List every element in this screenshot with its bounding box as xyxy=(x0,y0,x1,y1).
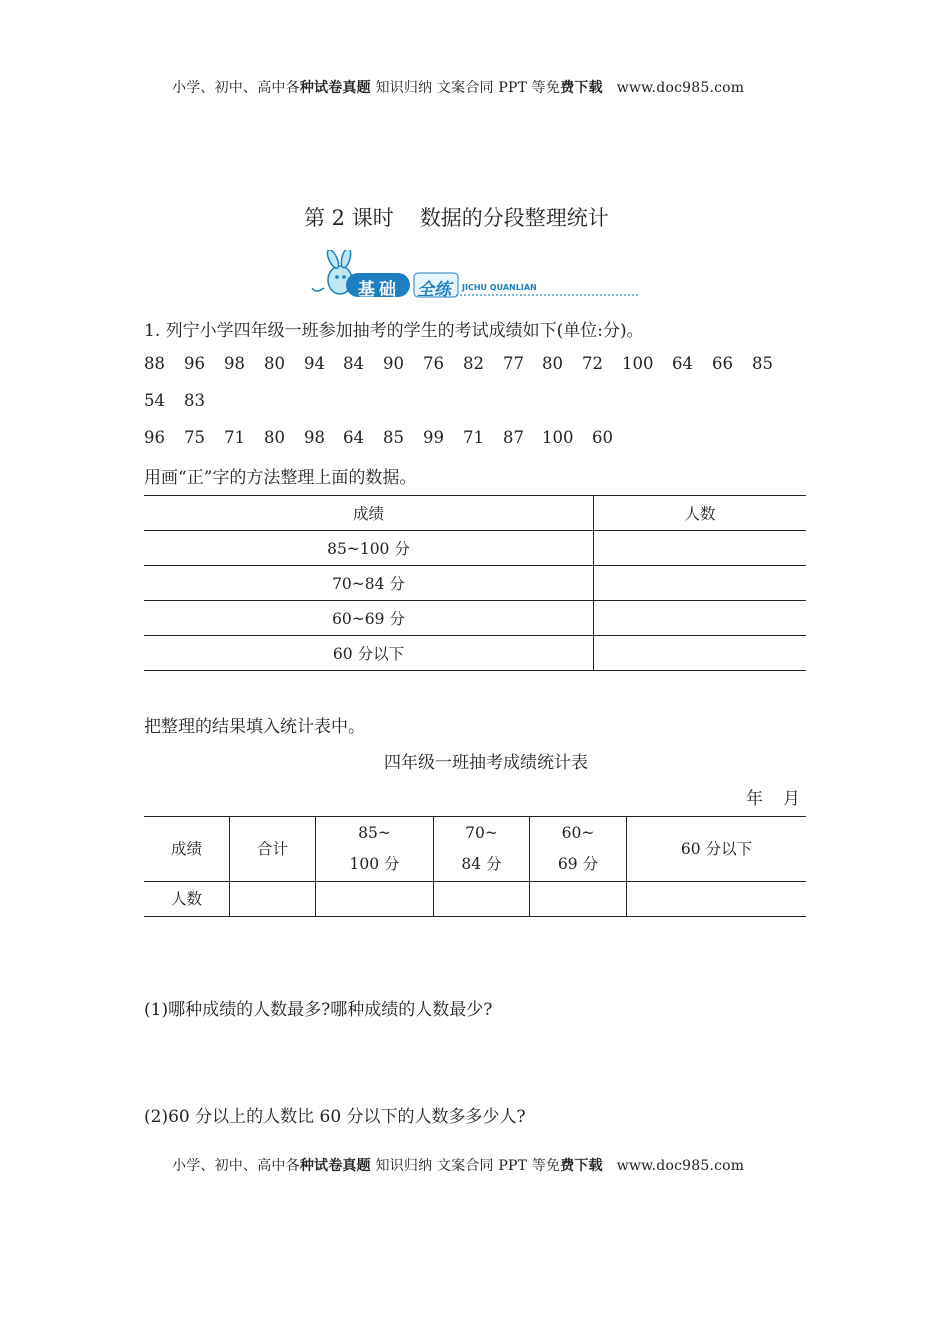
table-row xyxy=(144,601,806,636)
score: 83 xyxy=(184,391,205,410)
banner-label-b: 全练 xyxy=(417,280,451,300)
score: 82 xyxy=(463,354,484,373)
stat-cell-below-60[interactable] xyxy=(627,882,807,917)
range-label: 60 分以下 xyxy=(144,636,594,671)
header-text-2: 种试卷真题 xyxy=(299,80,371,96)
stat-cell-60-69[interactable] xyxy=(530,882,627,917)
score: 84 xyxy=(343,354,364,373)
section-banner xyxy=(306,250,642,302)
footer-text-3: 知识归纳 文案合同 PPT 等免 xyxy=(370,1158,561,1174)
stat-header-below-60: 60 分以下 xyxy=(627,817,807,882)
header-text-1: 小学、初中、高中各 xyxy=(172,80,300,96)
lesson-number: 第 2 课时 xyxy=(304,206,394,230)
score: 80 xyxy=(264,428,285,447)
banner-label-a: 基础 xyxy=(358,280,400,300)
score: 99 xyxy=(423,428,444,447)
tally-cell[interactable] xyxy=(594,636,807,671)
lesson-topic: 数据的分段整理统计 xyxy=(419,206,609,230)
table-row xyxy=(144,817,806,882)
score: 85 xyxy=(383,428,404,447)
page-title xyxy=(304,202,609,232)
page-footer xyxy=(172,1155,744,1175)
stat-table xyxy=(144,816,806,917)
tally-cell[interactable] xyxy=(594,566,807,601)
score: 90 xyxy=(383,354,404,373)
score: 96 xyxy=(184,354,205,373)
sub-question-1: (1)哪种成绩的人数最多?哪种成绩的人数最少? xyxy=(144,1000,493,1020)
range-label: 70~84 分 xyxy=(144,566,594,601)
footer-url: www.doc985.com xyxy=(602,1158,745,1174)
score: 100 xyxy=(622,354,654,373)
question-1-intro: 1. 列宁小学四年级一班参加抽考的学生的考试成绩如下(单位:分)。 xyxy=(144,321,644,341)
tally-table xyxy=(144,495,806,671)
score: 80 xyxy=(264,354,285,373)
score: 71 xyxy=(224,428,245,447)
page-header xyxy=(172,77,744,97)
score: 87 xyxy=(503,428,524,447)
stat-header-85-100: 85~ 100 分 xyxy=(316,817,434,882)
table-row xyxy=(144,566,806,601)
tally-instruction: 用画“正”字的方法整理上面的数据。 xyxy=(144,468,417,488)
score: 71 xyxy=(463,428,484,447)
stat-table-title: 四年级一班抽考成绩统计表 xyxy=(384,753,588,773)
scores-row-3 xyxy=(144,428,664,450)
rabbit-icon xyxy=(306,250,642,302)
score: 76 xyxy=(423,354,444,373)
score: 85 xyxy=(752,354,773,373)
score: 64 xyxy=(672,354,693,373)
range-label: 60~69 分 xyxy=(144,601,594,636)
score: 88 xyxy=(144,354,165,373)
score: 75 xyxy=(184,428,205,447)
stat-header-60-69: 60~ 69 分 xyxy=(530,817,627,882)
stat-header-score: 成绩 xyxy=(144,817,230,882)
score: 98 xyxy=(304,428,325,447)
stat-header-total: 合计 xyxy=(230,817,316,882)
date-line xyxy=(746,784,800,809)
stat-cell-70-84[interactable] xyxy=(434,882,530,917)
stat-cell-85-100[interactable] xyxy=(316,882,434,917)
scores-row-1 xyxy=(144,354,804,376)
fill-instruction: 把整理的结果填入统计表中。 xyxy=(144,717,365,737)
score: 96 xyxy=(144,428,165,447)
scores-row-2 xyxy=(144,391,344,413)
score: 66 xyxy=(712,354,733,373)
score: 72 xyxy=(582,354,603,373)
footer-text-2: 种试卷真题 xyxy=(299,1158,371,1174)
score: 80 xyxy=(542,354,563,373)
stat-cell-total[interactable] xyxy=(230,882,316,917)
header-url: www.doc985.com xyxy=(602,80,745,96)
header-score: 成绩 xyxy=(144,496,594,531)
header-count: 人数 xyxy=(594,496,807,531)
tally-cell[interactable] xyxy=(594,601,807,636)
score: 64 xyxy=(343,428,364,447)
date-year: 年 xyxy=(746,789,763,809)
stat-header-70-84: 70~ 84 分 xyxy=(434,817,530,882)
stat-row-label: 人数 xyxy=(144,882,230,917)
score: 98 xyxy=(224,354,245,373)
header-text-3: 知识归纳 文案合同 PPT 等免 xyxy=(370,80,561,96)
score: 94 xyxy=(304,354,325,373)
table-row xyxy=(144,636,806,671)
date-month: 月 xyxy=(783,789,800,809)
sub-question-2: (2)60 分以上的人数比 60 分以下的人数多多少人? xyxy=(144,1107,526,1127)
header-text-4: 费下载 xyxy=(560,80,603,96)
footer-text-1: 小学、初中、高中各 xyxy=(172,1158,300,1174)
table-row xyxy=(144,496,806,531)
range-label: 85~100 分 xyxy=(144,531,594,566)
score: 60 xyxy=(592,428,613,447)
score: 54 xyxy=(144,391,165,410)
banner-subtitle: JICHU QUANLIAN xyxy=(462,283,537,292)
footer-text-4: 费下载 xyxy=(560,1158,603,1174)
score: 100 xyxy=(542,428,574,447)
table-row xyxy=(144,882,806,917)
score: 77 xyxy=(503,354,524,373)
tally-cell[interactable] xyxy=(594,531,807,566)
table-row xyxy=(144,531,806,566)
